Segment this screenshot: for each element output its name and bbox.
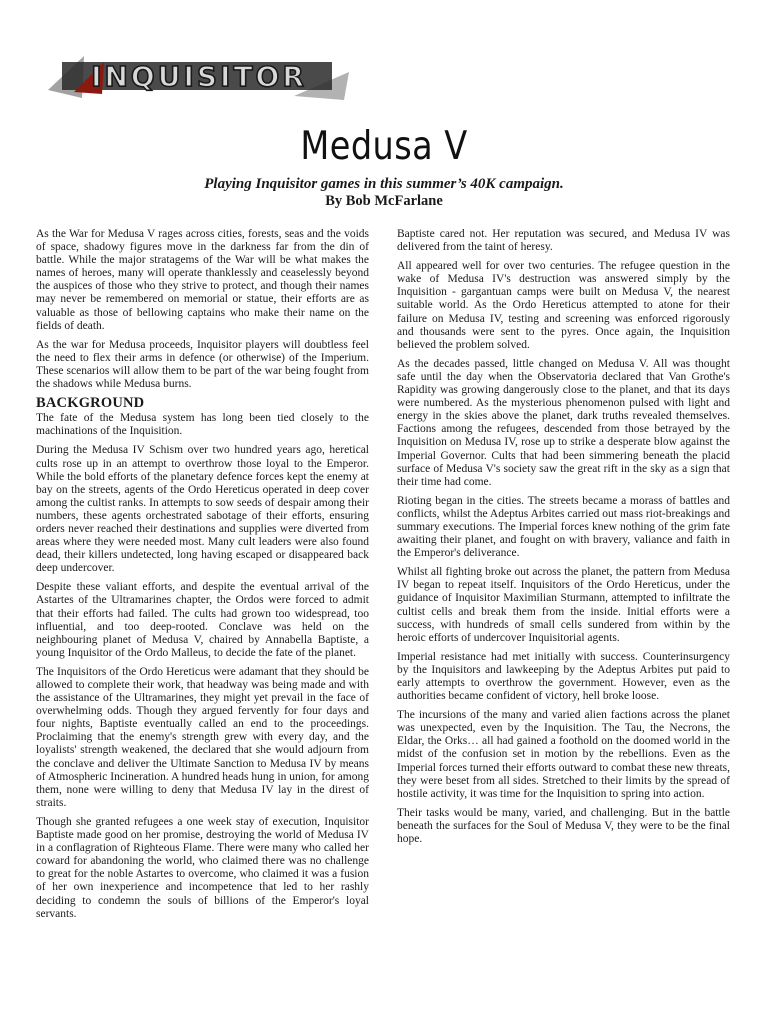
paragraph: All appeared well for over two centuries. The refugee question in the wake of Medusa IV's destruction was answered simply by the Inquisition - gargantuan camps were built on Medusa V, the nearest suitable world. As the Ordo Hereticus attempted to atone for their failure on Medusa IV, testing and screening was enforced rigorously and thousands were sent to the pyres. Once again, the Inquisition believed the problem solved. xyxy=(397,260,730,351)
inquisitor-logo-graphic xyxy=(44,52,354,102)
right-column xyxy=(397,228,730,852)
paragraph: Whilst all fighting broke out across the planet, the pattern from Medusa IV began to repeat itself. Inquisitors of the Ordo Hereticus, under the guidance of Inquisitor Maximilian Sturmann, attempted to infiltrate the cultist cells and break them from the inside. Initial efforts were a success, with hundreds of small cells sundered from within by the heroic efforts of undercover Inquisitorial agents. xyxy=(397,566,730,644)
paragraph: As the war for Medusa proceeds, Inquisitor players will doubtless feel the need to flex their arms in defence (or otherwise) of the Imperium. These scenarios will allow them to be part of the war being fought from the shadows while Medusa burns. xyxy=(36,338,369,391)
paragraph: Though she granted refugees a one week stay of execution, Inquisitor Baptiste made good on her promise, destroying the world of Medusa IV in a conflagration of Righteous Flame. There were many who called her coward for abandoning the world, who claimed there was no challenge to great for the noble Astartes to overcome, who claimed it was a fusion of her own inexperience and incompetence that led to her rashly deciding to condemn the souls of billions of the Emperor's loyal servants. xyxy=(36,815,369,920)
paragraph: The incursions of the many and varied alien factions across the planet was unexpected, even by the Inquisition. The Tau, the Necrons, the Eldar, the Orks… all had gained a foothold on the doomed world in the midst of the confusion set in motion by the rebellions. Even as the Imperial forces turned their efforts outward to combat these new threats, they were beset from all sides. Stretched to their limits by the spread of hostile activity, it was time for the Inquisition to spring into action. xyxy=(397,709,730,800)
paragraph: Despite these valiant efforts, and despite the eventual arrival of the Astartes of the Ultramarines chapter, the Ordos were forced to admit that their efforts had failed. The cults had grown too widespread, too influential, and too deep-rooted. Conclave was held on the neighbouring planet of Medusa V, chaired by Annabella Baptiste, a young Inquisitor of the Ordo Malleus, to decide the fate of the planet. xyxy=(36,581,369,659)
paragraph: Their tasks would be many, varied, and challenging. But in the battle beneath the surfaces for the Soul of Medusa V, they were to be the final hope. xyxy=(397,806,730,846)
paragraph: The Inquisitors of the Ordo Hereticus were adamant that they should be allowed to complete their work, that headway was being made and with the assistance of the Ultramarines, they might yet prevail in the face of overwhelming odds. Though they argued fervently for four days and four nights, Baptiste eventually called an end to the proceedings. Proclaiming that the enemy's strength grew with every day, and the loyalists' strength weakened, the declared that she would adjourn from the conclave and deliver the Ultimate Sanction to Medusa IV by means of Atmospheric Incineration. A hundred heads hung in union, for among them, none were willing to deny that Medusa IV lay in the direst of straits. xyxy=(36,665,369,809)
page-title: Medusa V xyxy=(300,124,468,169)
page-subtitle: Playing Inquisitor games in this summer’s 40K campaign. xyxy=(204,176,564,192)
paragraph: During the Medusa IV Schism over two hundred years ago, heretical cults rose up in an attempt to overthrow those loyal to the Emperor. While the bold efforts of the planetary defence forces kept the enemy at bay on the streets, agents of the Ordo Hereticus operated in deep cover among the cultist ranks. In attempts to sow seeds of despair among their numbers, these agents orchestrated sabotage of their efforts, ensuring orders never reached their destinations and supplies were diverted from areas where they were needed most. Many cult leaders were also found dead, their killers undetected, long having escaped or disappeared back deep undercover. xyxy=(36,444,369,575)
inquisitor-logo xyxy=(44,52,354,102)
author-byline: By Bob McFarlane xyxy=(325,193,443,209)
paragraph: The fate of the Medusa system has long been tied closely to the machinations of the Inquisition. xyxy=(36,412,369,438)
section-heading: BACKGROUND xyxy=(36,395,145,412)
paragraph: As the decades passed, little changed on Medusa V. All was thought safe until the day when the Observatoria declared that Van Grothe's Rapidity was growing dangerously close to the planet, and that its days were numbered. As the mysterious phenomenon pulsed with light and energy in the skies above the planet, dark truths revealed themselves. Factions among the refugees, descended from those betrayed by the Inquisition on Medusa IV, rose up to strike a desperate blow against the Imperial Governor. Cults that had been simmering beneath the placid surface of Medusa V's society saw the great rift in the sky as a sign that their time had come. xyxy=(397,357,730,488)
left-column xyxy=(36,228,369,927)
paragraph: Imperial resistance had met initially with success. Counterinsurgency by the Inquisitors and lawkeeping by the Adeptus Arbites put paid to early attempts to overthrow the government. However, even as the authorities became confident of victory, hell broke loose. xyxy=(397,650,730,703)
paragraph: As the War for Medusa V rages across cities, forests, seas and the voids of space, shadowy figures move in the darkness far from the din of battle. While the major stratagems of the War will be what makes the names of heroes, many will operate thanklessly and ceaselessly beyond the auspices of those who they strive to protect, and though their names may never be remembered on memorial or statue, their efforts are as valuable as those of bellowing captains who make their name on the fields of death. xyxy=(36,228,369,332)
logo-wordmark: INQUISITOR xyxy=(91,60,307,93)
paragraph: Rioting began in the cities. The streets became a morass of battles and conflicts, whilst the Adeptus Arbites carried out mass riot-breakings and summary executions. The Imperial forces knew nothing of the grim fate awaiting their planet, and fought on with bravery, valiance and faith in the Emperor's deliverance. xyxy=(397,494,730,560)
paragraph: Baptiste cared not. Her reputation was secured, and Medusa IV was delivered from the taint of heresy. xyxy=(397,228,730,254)
